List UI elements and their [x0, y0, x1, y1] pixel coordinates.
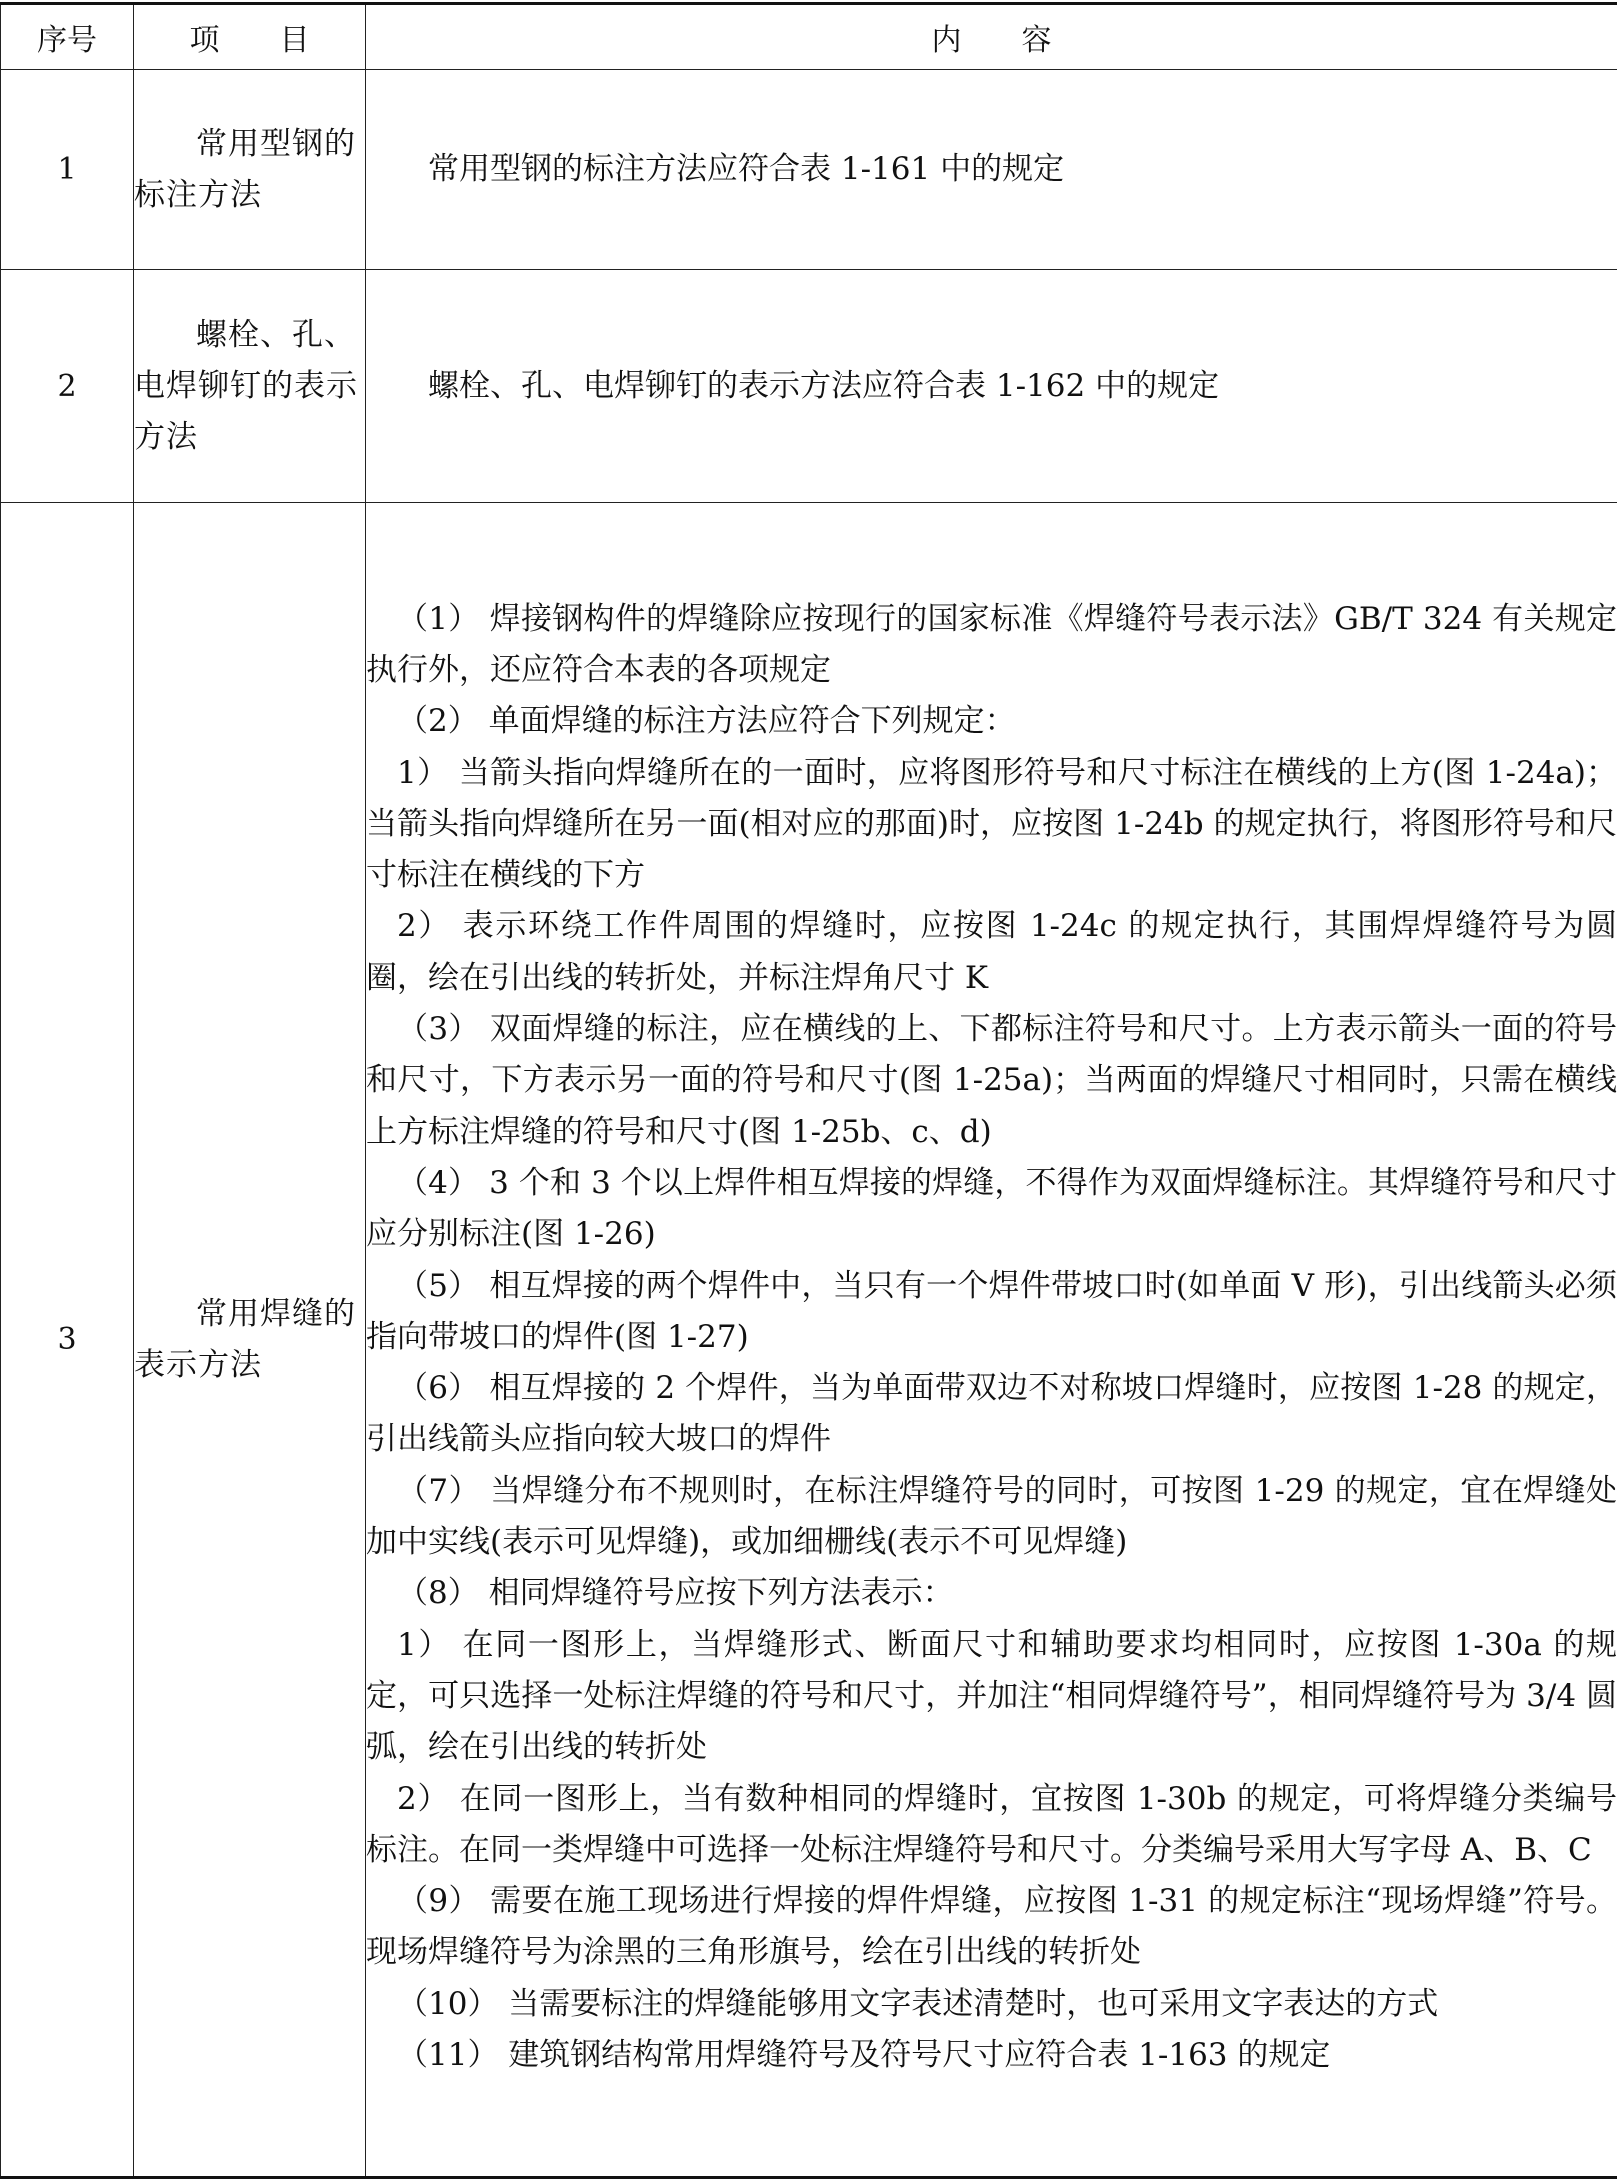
rule-paragraph: （6） 相互焊接的 2 个焊件，当为单面带双边不对称坡口焊缝时，应按图 1-28 的规定，引出线箭头应指向较大坡口的焊件: [366, 1363, 1617, 1466]
row-item-text: 常用型钢的标注方法: [134, 119, 365, 221]
row-content: [366, 70, 1617, 270]
row-item-text: 常用焊缝的表示方法: [134, 1289, 365, 1391]
rule-paragraph: 1） 当箭头指向焊缝所在的一面时，应将图形符号和尺寸标注在横线的上方(图 1-24a)；当箭头指向焊缝所在另一面(相对应的那面)时，应按图 1-24b 的规定执行，将图形符号和尺寸标注在横线的下方: [366, 748, 1617, 902]
rule-paragraph: 1） 在同一图形上，当焊缝形式、断面尺寸和辅助要求均相同时，应按图 1-30a 的规定，可只选择一处标注焊缝的符号和尺寸，并加注“相同焊缝符号”，相同焊缝符号为 3/4 圆弧，绘在引出线的转折处: [366, 1620, 1617, 1774]
row-item: [134, 270, 366, 503]
table-row: [1, 270, 1617, 503]
rule-paragraph: （1） 焊接钢构件的焊缝除应按现行的国家标准《焊缝符号表示法》GB/T 324 有关规定执行外，还应符合本表的各项规定: [366, 594, 1617, 697]
rule-paragraph: （5） 相互焊接的两个焊件中，当只有一个焊件带坡口时(如单面 V 形)，引出线箭头必须指向带坡口的焊件(图 1-27): [366, 1261, 1617, 1364]
welding-rules-block: [366, 540, 1617, 2140]
rule-paragraph: （9） 需要在施工现场进行焊接的焊件焊缝，应按图 1-31 的规定标注“现场焊缝”符号。现场焊缝符号为涂黑的三角形旗号，绘在引出线的转折处: [366, 1876, 1617, 1979]
row-item: [134, 70, 366, 270]
rule-paragraph: （10） 当需要标注的焊缝能够用文字表述清楚时，也可采用文字表达的方式: [366, 1979, 1617, 2030]
row-seq: 3: [1, 503, 134, 2178]
row-content: [366, 503, 1617, 2178]
table-header-row: [1, 4, 1617, 70]
rule-paragraph: 2） 表示环绕工作件周围的焊缝时，应按图 1-24c 的规定执行，其围焊焊缝符号为圆圈，绘在引出线的转折处，并标注焊角尺寸 K: [366, 901, 1617, 1004]
row-seq: 2: [1, 270, 134, 503]
rule-paragraph: （2） 单面焊缝的标注方法应符合下列规定：: [366, 696, 1617, 747]
table-row: [1, 503, 1617, 2178]
rule-paragraph: （11） 建筑钢结构常用焊缝符号及符号尺寸应符合表 1-163 的规定: [366, 2030, 1617, 2081]
header-item: 项 目: [134, 4, 366, 70]
rule-paragraph: （7） 当焊缝分布不规则时，在标注焊缝符号的同时，可按图 1-29 的规定，宜在焊缝处加中实线(表示可见焊缝)，或加细栅线(表示不可见焊缝): [366, 1466, 1617, 1569]
header-content: 内 容: [366, 4, 1617, 70]
rule-paragraph: （4） 3 个和 3 个以上焊件相互焊接的焊缝，不得作为双面焊缝标注。其焊缝符号和尺寸应分别标注(图 1-26): [366, 1158, 1617, 1261]
header-seq: 序号: [1, 4, 134, 70]
row-item: [134, 503, 366, 2178]
rule-paragraph: （8） 相同焊缝符号应按下列方法表示：: [366, 1568, 1617, 1619]
rule-paragraph: （3） 双面焊缝的标注，应在横线的上、下都标注符号和尺寸。上方表示箭头一面的符号和尺寸，下方表示另一面的符号和尺寸(图 1-25a)；当两面的焊缝尺寸相同时，只需在横线上方标注焊缝的符号和尺寸(图 1-25b、c、d): [366, 1004, 1617, 1158]
row-item-text: 螺栓、孔、电焊铆钉的表示方法: [134, 310, 365, 463]
row-content-text: 常用型钢的标注方法应符合表 1-161 中的规定: [366, 144, 1617, 195]
table-row: [1, 70, 1617, 270]
row-content-text: 螺栓、孔、电焊铆钉的表示方法应符合表 1-162 中的规定: [366, 361, 1617, 412]
spec-table: [0, 2, 1617, 2179]
row-seq: 1: [1, 70, 134, 270]
row-content: [366, 270, 1617, 503]
rule-paragraph: 2） 在同一图形上，当有数种相同的焊缝时，宜按图 1-30b 的规定，可将焊缝分类编号标注。在同一类焊缝中可选择一处标注焊缝符号和尺寸。分类编号采用大写字母 A、B、C: [366, 1774, 1617, 1877]
